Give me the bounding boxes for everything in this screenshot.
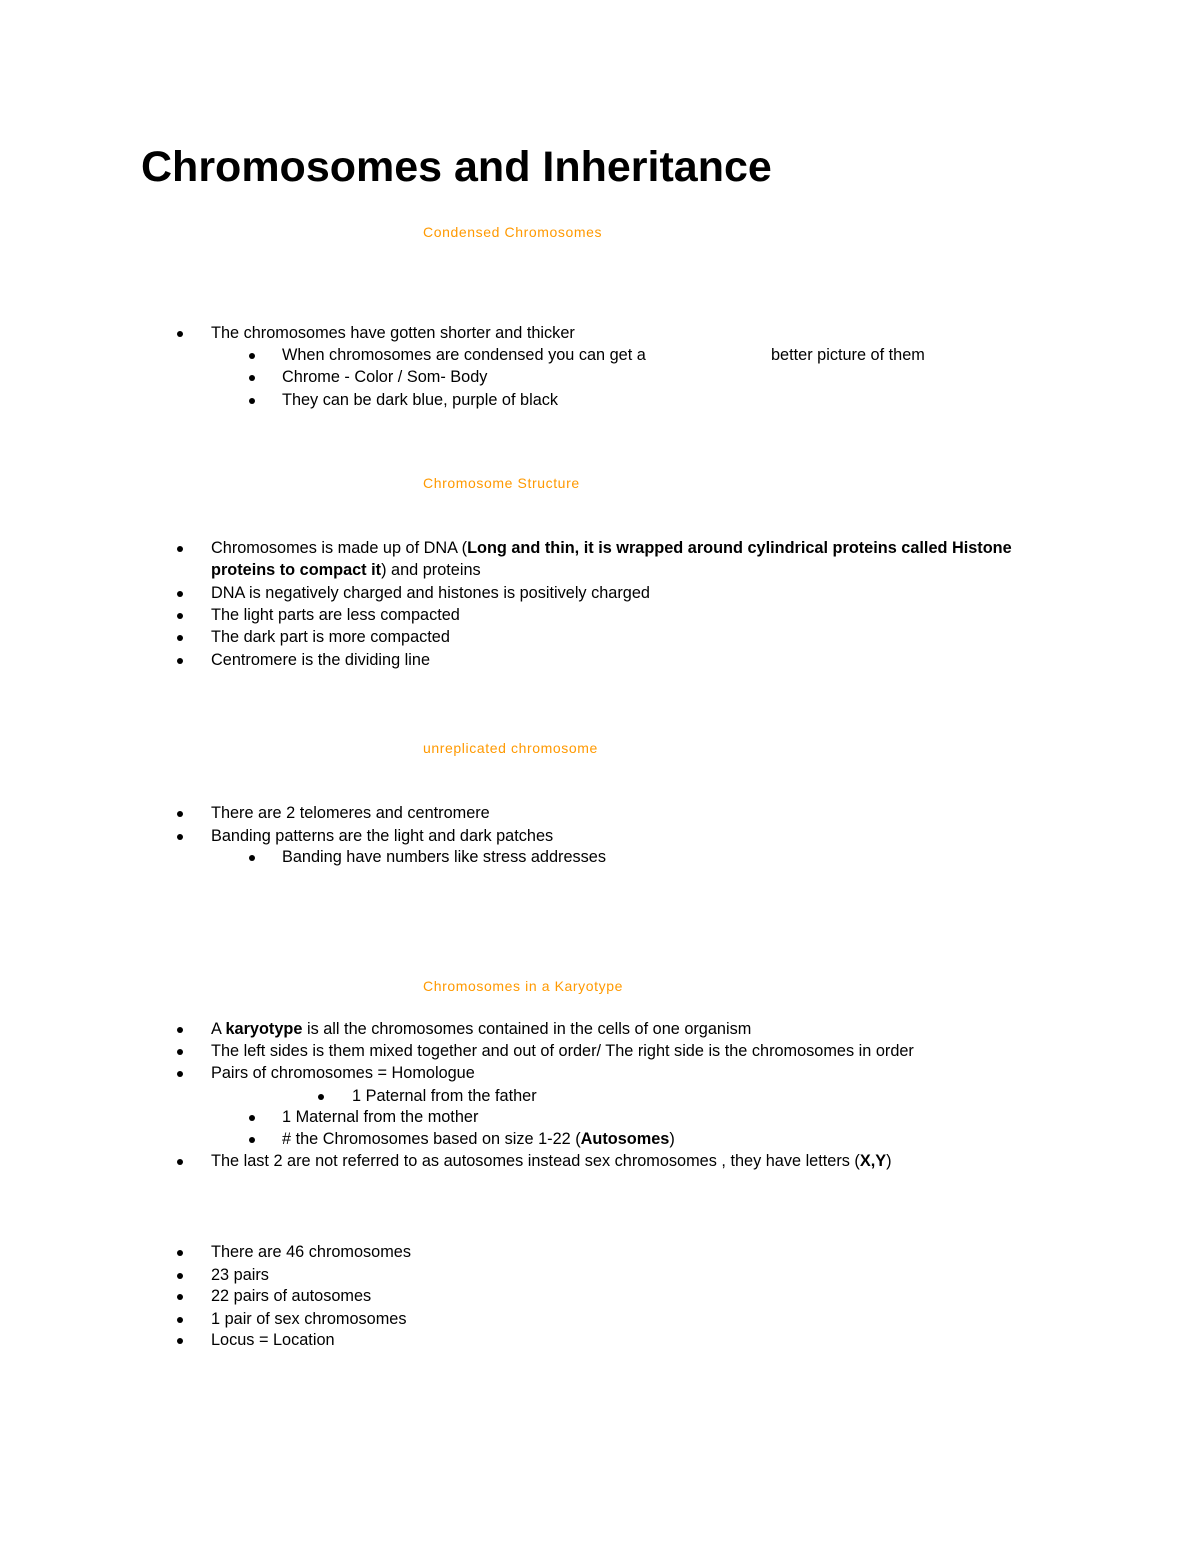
section-heading-structure: Chromosome Structure: [423, 475, 580, 491]
bullet-icon: [177, 546, 183, 552]
bullet-icon: [177, 613, 183, 619]
bullet-icon: [177, 1027, 183, 1033]
bullet-icon: [177, 1294, 183, 1300]
document-page: Chromosomes and Inheritance Condensed Chromosomes The chromosomes have gotten shorter and thicker When chromosomes are condensed you can get a better picture of them Chrome - Color / Som- Body They can be dark blue, purple of black Chromosome Structure Chromosomes is made up of DNA (Long and thin, it is wrapped around cylindrical proteins called Histone proteins to compact it) and proteins DNA is negatively charged and histones is positively charged The light parts are less compacted The dark part is more compacted Centromere is the dividing line unreplicated chromosome There are 2 telomeres and centromere Banding patterns are the light and dark patches Banding have numbers like stress addresses Chromosomes in a Karyotype A karyotype is all the chromosomes contained in the cells of one organism The left sides is them mixed together and out of order/ The right side is the chromosomes in order Pairs of chromosomes = Homologue 1 Paternal from the father 1 Maternal from the mother # the Chromosomes based on size 1-22 (Autosomes) The last 2 are not referred to as autosomes instead sex chromosomes , they have letters (X,Y) There are 46 chromosomes 23 pairs 22 pairs of autosomes 1 pair of sex chromosomes Locus = Location: [141, 143, 1012, 1349]
page-title: Chromosomes and Inheritance: [141, 143, 772, 191]
bullet-icon: [177, 1273, 183, 1279]
bullet-icon: [249, 855, 255, 861]
bullet-icon: [249, 1137, 255, 1143]
bullet-icon: [249, 1115, 255, 1121]
bullet-icon: [249, 398, 255, 404]
bullet-icon: [177, 331, 183, 337]
bullet-icon: [177, 1317, 183, 1323]
section-heading-karyotype: Chromosomes in a Karyotype: [423, 978, 624, 994]
bullet-icon: [177, 658, 183, 664]
bullet-icon: [177, 1250, 183, 1256]
bullet-icon: [177, 635, 183, 641]
bullet-icon: [177, 1071, 183, 1077]
bullet-icon: [177, 834, 183, 840]
bullet-icon: [318, 1094, 324, 1100]
bullet-icon: [177, 1338, 183, 1344]
bullet-icon: [177, 591, 183, 597]
section-heading-unreplicated: unreplicated chromosome: [423, 740, 598, 756]
section-heading-condensed: Condensed Chromosomes: [423, 224, 603, 240]
bullet-icon: [249, 375, 255, 381]
bullet-icon: [177, 1159, 183, 1165]
bullet-icon: [249, 353, 255, 359]
bullet-icon: [177, 811, 183, 817]
bullet-icon: [177, 1049, 183, 1055]
